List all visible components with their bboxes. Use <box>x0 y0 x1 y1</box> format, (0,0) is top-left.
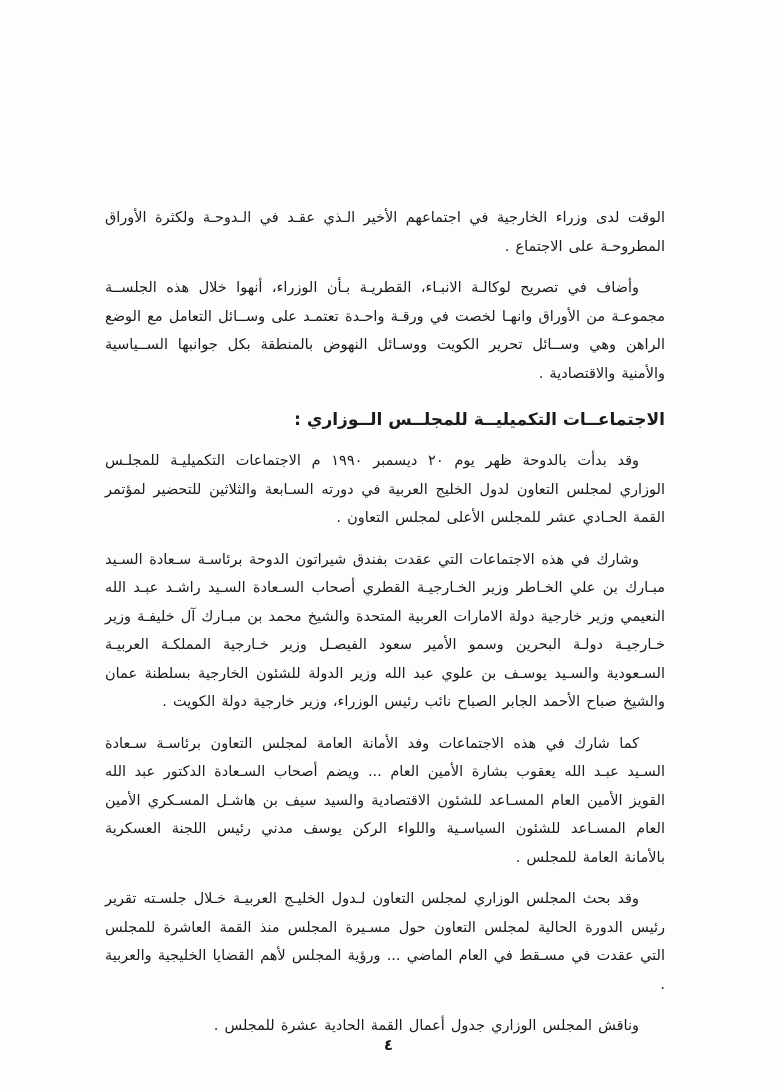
paragraph-meetings-start-doha: وقد بدأت بالدوحة ظهر يوم ٢٠ ديسمبر ١٩٩٠ م الاجتماعات التكميليـة للمجلـس الوزاري لمجلس التعاون لدول الخليج العربية في دورته السـابعة والثلاثين للتحضير لمؤتمر القمة الحـادي عشر للمجلس الأعلى لمجلس التعاون . <box>105 453 665 526</box>
paragraph-participating-ministers: وشارك في هذه الاجتماعات التي عقدت بفندق شيراتون الدوحة برئاسـة سـعادة السـيد مبـارك بن علي الخـاطر وزير الخـارجيـة القطري أصحاب السـعادة السـيد راشـد عبـد الله النعيمي وزير خارجية دولة الامارات العربية المتحدة والشيخ محمد بن مبـارك آل خليفـة وزير خـارجيـة دولـة البحرين وسمو الأمير سعود الفيصـل وزير خـارجية المملكـة العربيـة السـعودية والسـيد يوسـف بن علوي عبد الله وزير الدولة للشئون الخارجية بسلطنة عمان والشيخ صباح الأحمد الجابر الصباح نائب رئيس الوزراء، وزير خارجية دولة الكويت . <box>104 551 665 710</box>
page-body <box>105 204 665 1054</box>
page-footer <box>0 1035 777 1054</box>
section-heading-supplementary-meetings: الاجتماعــات التكميليــة للمجلــس الــوزاري : <box>294 410 665 430</box>
paragraph-council-report-discussion: وقد بحث المجلس الوزاري لمجلس التعاون لـدول الخليـج العربيـة خـلال جلسـته تقرير رئيس الدورة الحالية لمجلس التعاون حول مسـيرة المجلس منذ القمة العاشرة للمجلس التي عقدت في مسـقط في العام الماضي ... ورؤية المجلس لأهم القضايا الخليجية والعربية . <box>105 891 665 993</box>
paragraph-continuation-foreign-ministers: الوقت لدى وزراء الخارجية في اجتماعهم الأخير الـذي عقـد في الـدوحـة ولكثرة الأوراق المطروحـة على الاجتماع . <box>105 210 665 255</box>
paragraph-news-agency-statement: وأضاف في تصريح لوكالـة الانبـاء، القطريـة بـأن الوزراء، أنهوا خلال هذه الجلســة مجموعـة من الأوراق وانهـا لخصت في ورقـة واحـدة تعتمـد على وســائل التعامل مع الوضع الراهن وهي وســائل تحرير الكويت ووسـائل النهوض بالمنطقة بكل جوانبها الســياسية والأمنية والاقتصادية . <box>105 280 665 382</box>
paragraph-secretariat-delegation: كما شارك في هذه الاجتماعات وفد الأمانة العامة لمجلس التعاون برئاسـة سـعادة السـيد عبـد الله يعقوب بشارة الأمين العام ... ويضم أصحاب السـعادة الدكتور عبد الله القويز الأمين العام المسـاعد للشئون الاقتصادية والسيد سيف بن هاشـل المسـكري الأمين العام المسـاعد للشئون السياسـية واللواء الركن يوسف مدني رئيس اللجنة العسكرية بالأمانة العامة للمجلس . <box>105 735 665 866</box>
paragraph-summit-agenda: وناقش المجلس الوزاري جدول أعمال القمة الحادية عشرة للمجلس . <box>213 1018 639 1034</box>
page-number: ٤ <box>383 1036 394 1054</box>
